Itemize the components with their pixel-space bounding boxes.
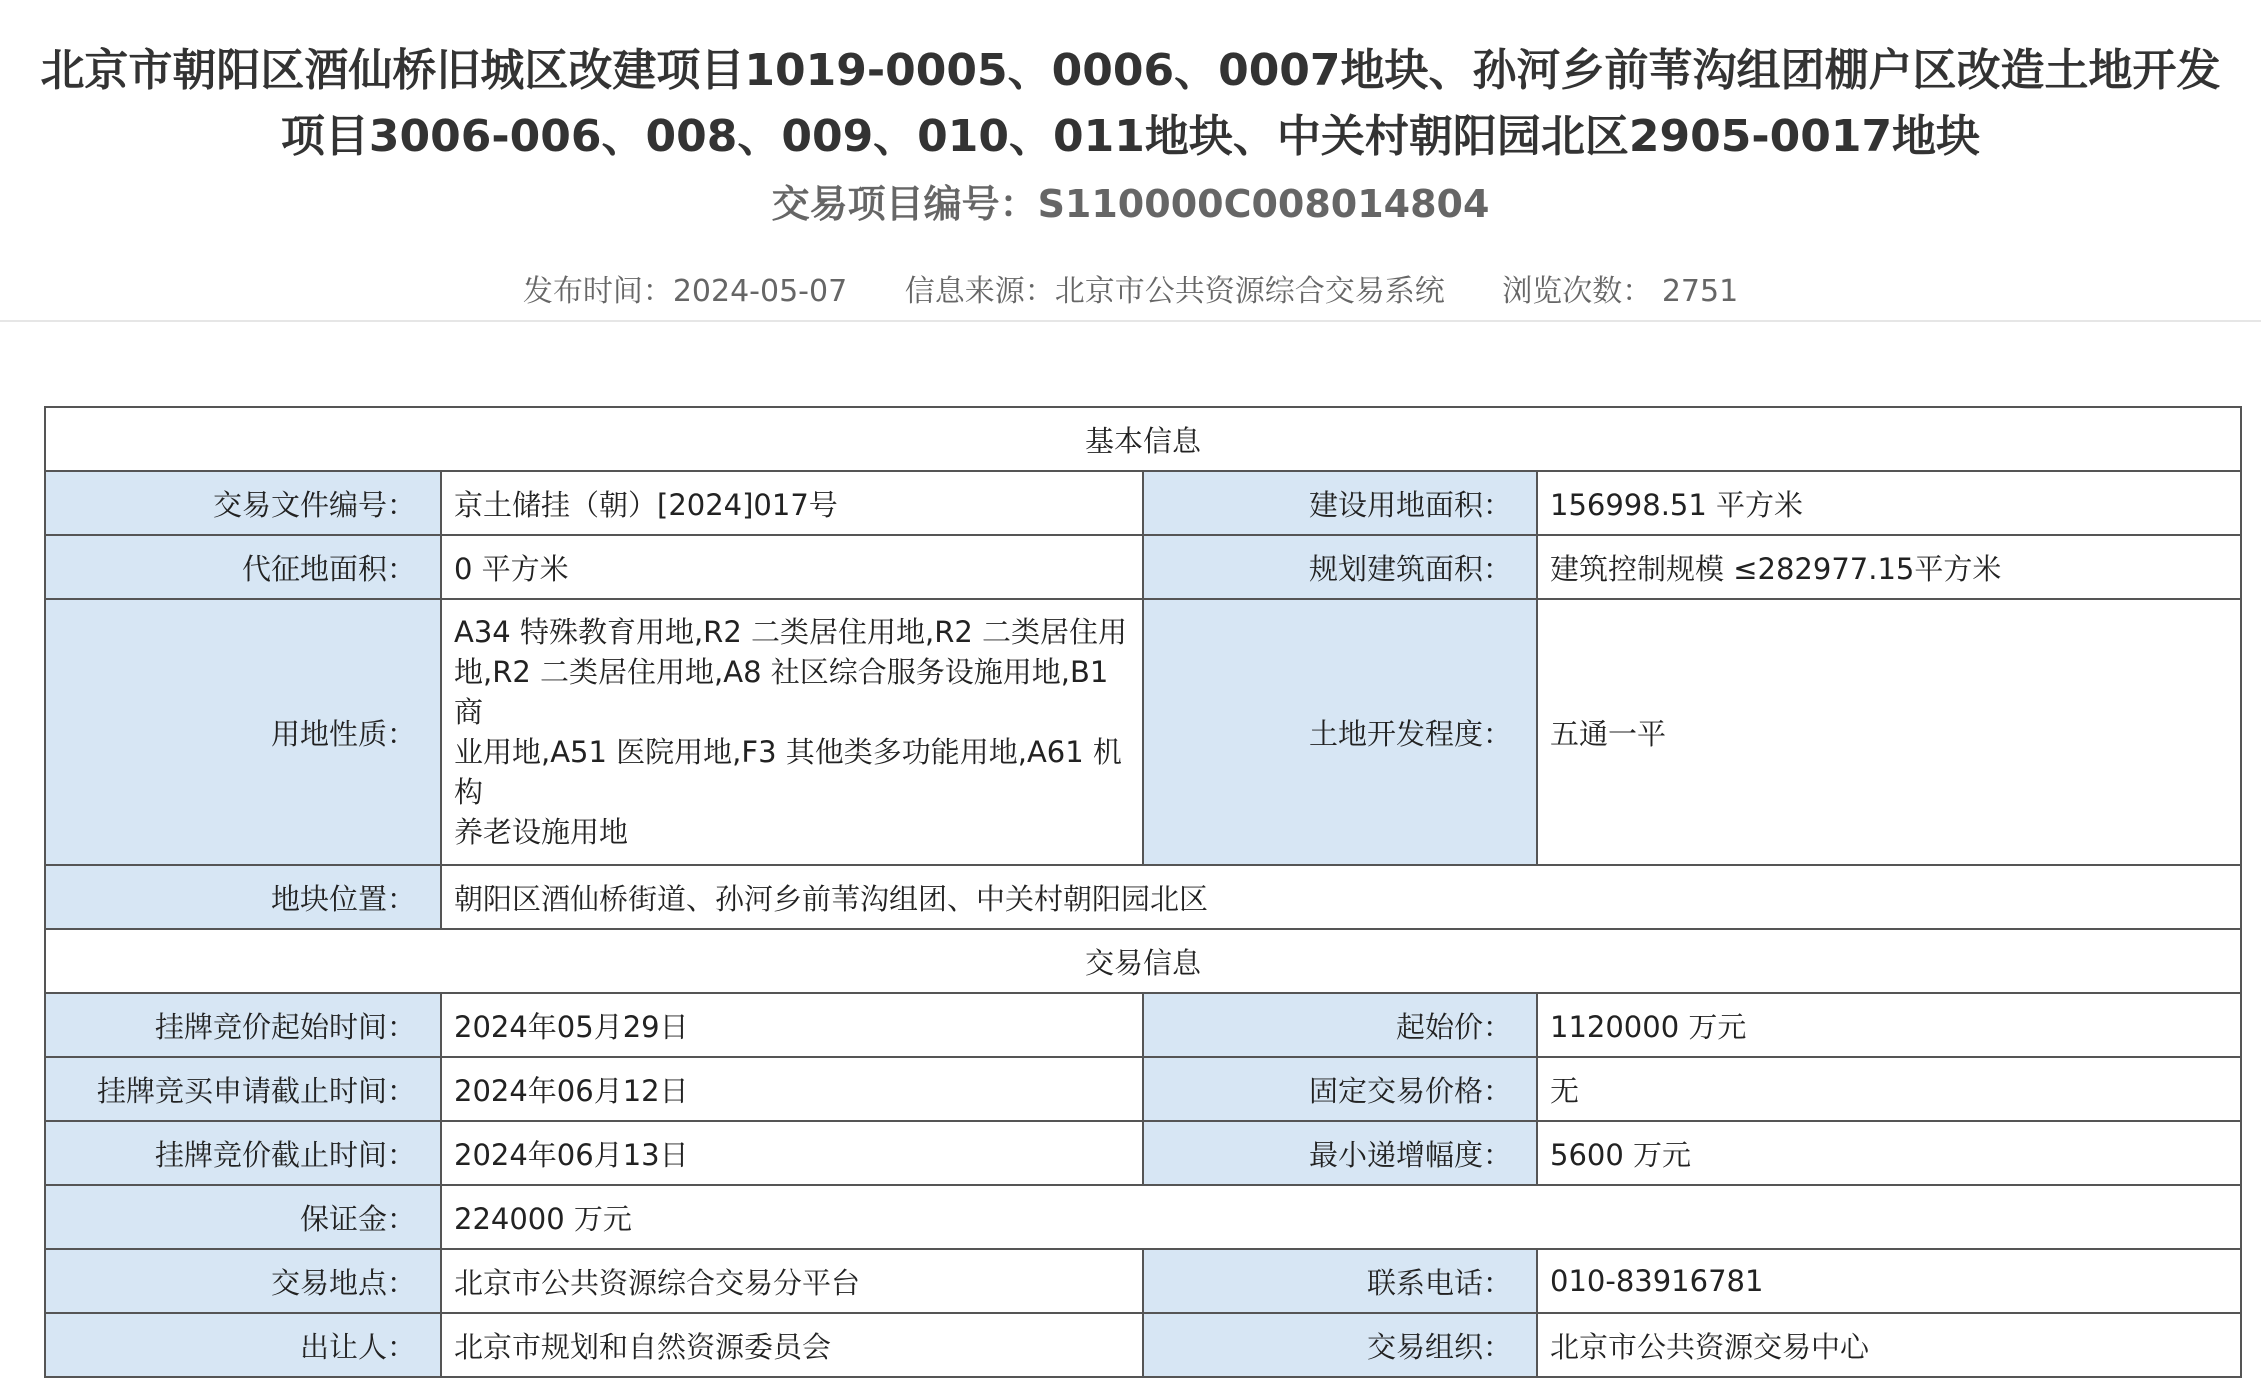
section-row-trade [45,929,2241,993]
place-value: 北京市公共资源综合交易分平台 [441,1249,1143,1313]
apply-end-value: 2024年06月12日 [441,1057,1143,1121]
deposit-value: 224000 万元 [441,1185,2241,1249]
seller-label: 出让人： [45,1313,441,1377]
bid-end-value: 2024年06月13日 [441,1121,1143,1185]
organizer-value: 北京市公共资源交易中心 [1537,1313,2241,1377]
table-row [45,1185,2241,1249]
fixed-price-label: 固定交易价格： [1143,1057,1537,1121]
land-area-label: 建设用地面积： [1143,471,1537,535]
usage-line: 地,R2 二类居住用地,A8 社区综合服务设施用地,B1 商 [454,655,1109,729]
collect-area-label: 代征地面积： [45,535,441,599]
start-price-value: 1120000 万元 [1537,993,2241,1057]
dev-label: 土地开发程度： [1143,599,1537,865]
section-title-trade: 交易信息 [45,929,2241,993]
table-row [45,993,2241,1057]
organizer-label: 交易组织： [1143,1313,1537,1377]
project-number: 交易项目编号：S110000C008014804 [771,182,1490,226]
table-row [45,599,2241,865]
section-title-basic: 基本信息 [45,407,2241,471]
place-label: 交易地点： [45,1249,441,1313]
file-no-label: 交易文件编号： [45,471,441,535]
plan-area-value: 建筑控制规模 ≤282977.15平方米 [1537,535,2241,599]
table-row [45,865,2241,929]
usage-label: 用地性质： [45,599,441,865]
usage-value [441,599,1143,865]
table-row [45,1249,2241,1313]
collect-area-value: 0 平方米 [441,535,1143,599]
start-price-label: 起始价： [1143,993,1537,1057]
table-row [45,1313,2241,1377]
meta-bar [0,272,2261,312]
page-title [0,0,2261,170]
min-increment-value: 5600 万元 [1537,1121,2241,1185]
usage-line: 业用地,A51 医院用地,F3 其他类多功能用地,A61 机构 [454,735,1122,809]
bid-end-label: 挂牌竞价截止时间： [45,1121,441,1185]
location-label: 地块位置： [45,865,441,929]
header-divider [0,320,2261,322]
start-time-label: 挂牌竞价起始时间： [45,993,441,1057]
usage-line: A34 特殊教育用地,R2 二类居住用地,R2 二类居住用 [454,615,1128,649]
land-area-value: 156998.51 平方米 [1537,471,2241,535]
apply-end-label: 挂牌竞买申请截止时间： [45,1057,441,1121]
usage-line: 养老设施用地 [454,815,629,849]
table-row [45,1121,2241,1185]
fixed-price-value: 无 [1537,1057,2241,1121]
table-row [45,535,2241,599]
section-row-basic [45,407,2241,471]
min-increment-label: 最小递增幅度： [1143,1121,1537,1185]
plan-area-label: 规划建筑面积： [1143,535,1537,599]
start-time-value: 2024年05月29日 [441,993,1143,1057]
phone-value: 010-83916781 [1537,1249,2241,1313]
location-value: 朝阳区酒仙桥街道、孙河乡前苇沟组团、中关村朝阳园北区 [441,865,2241,929]
page-header [0,0,2261,312]
seller-value: 北京市规划和自然资源委员会 [441,1313,1143,1377]
info-source: 信息来源：北京市公共资源综合交易系统 [904,274,1445,309]
publish-date: 发布时间：2024-05-07 [522,274,848,309]
file-no-value: 京土储挂（朝）[2024]017号 [441,471,1143,535]
title-line-1: 北京市朝阳区酒仙桥旧城区改建项目1019-0005、0006、0007地块、孙河乡前苇沟组团棚户区改造土地开发 [40,45,2221,96]
table-row [45,471,2241,535]
view-count: 浏览次数： 2751 [1502,274,1739,309]
phone-label: 联系电话： [1143,1249,1537,1313]
info-table [44,406,2242,1378]
dev-value: 五通一平 [1537,599,2241,865]
title-line-2: 项目3006-006、008、009、010、011地块、中关村朝阳园北区2905-0017地块 [280,111,1981,162]
deposit-label: 保证金： [45,1185,441,1249]
table-row [45,1057,2241,1121]
